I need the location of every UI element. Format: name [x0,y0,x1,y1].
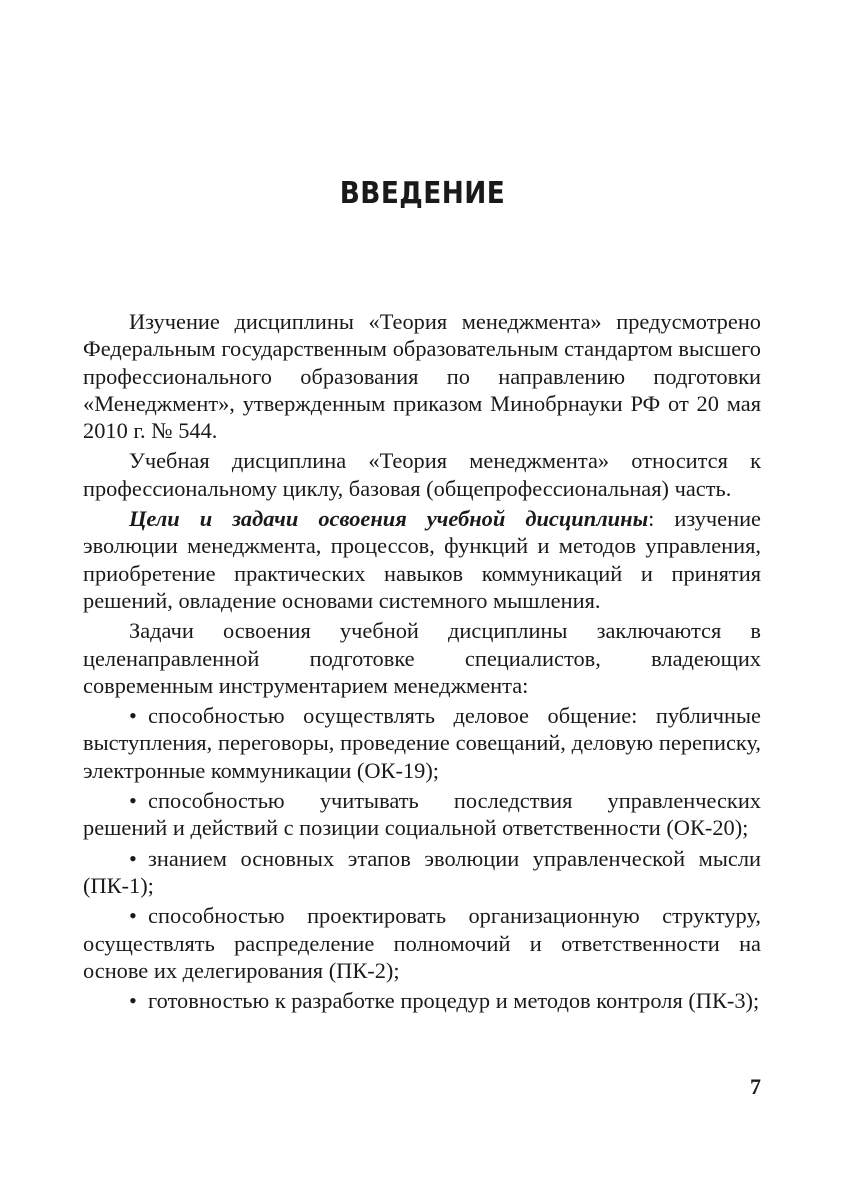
page-title: ВВЕДЕНИЕ [339,176,506,211]
paragraph-goals [83,505,761,614]
list-item [83,787,761,842]
page-number: 7 [750,1074,761,1099]
list-item [83,987,761,1014]
paragraph-discipline: Учебная дисциплина «Теория менеджмента» относится к профессиональному циклу, базовая (общепрофессиональная) часть. [83,448,761,501]
list-item-text: способностью осуществлять деловое общение: публичные выступления, переговоры, проведение совещаний, деловую переписку, электронные коммуникации (ОК-19); [83,703,761,783]
bullet-icon: • [129,703,137,729]
list-item [83,845,761,900]
goals-lead: Цели и задачи освоения учебной дисциплины [129,506,649,532]
list-item-text: знанием основных этапов эволюции управленческой мысли (ПК-1); [83,845,761,898]
bullet-icon: • [129,903,137,929]
list-item-text: готовностью к разработке процедур и методов контроля (ПК-3); [148,988,760,1014]
goals-text: : изучение эволюции менеджмента, процессов, функций и методов управления, приобретение практических навыков коммуникаций и принятия решений, овладение основами системного мышления. [83,506,761,613]
bullet-icon: • [129,788,137,814]
list-item-text: способностью проектировать организационную структуру, осуществлять распределение полномочий и ответственности на основе их делегирования (ПК-2); [83,903,761,983]
body-text [83,308,761,1017]
bullet-icon: • [129,845,137,871]
list-item [83,702,761,784]
bullet-icon: • [129,988,137,1014]
paragraph-intro: Изучение дисциплины «Теория менеджмента» предусмотрено Федеральным государственным образовательным стандартом высшего профессионального образования по направлению подготовки «Менеджмент», утвержденным приказом Минобрнауки РФ от 20 мая 2010 г. № 544. [83,309,761,444]
paragraph-tasks: Задачи освоения учебной дисциплины заключаются в целенаправленной подготовке специалистов, владеющих современным инструментарием менеджмента: [83,618,761,698]
list-item-text: способностью учитывать последствия управленческих решений и действий с позиции социальной ответственности (ОК-20); [83,788,761,841]
list-item [83,902,761,984]
